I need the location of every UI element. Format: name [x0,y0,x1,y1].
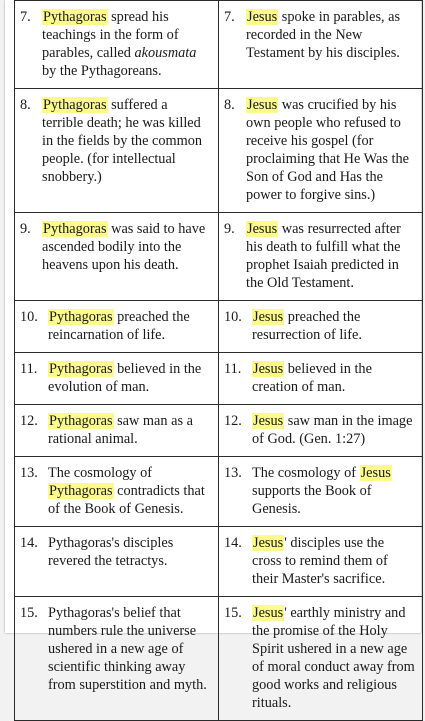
pythagoras-cell [15,301,219,353]
pythagoras-cell [15,1,219,89]
jesus-cell [219,457,423,527]
highlight: Pythagoras [49,413,113,429]
item-number: 10. [224,309,242,325]
item-number: 10. [20,309,38,325]
item-number: 8. [224,97,235,113]
jesus-cell [219,213,423,301]
item-number: 15. [20,605,38,621]
table-row [15,457,423,527]
item-text: Pythagoras suffered a terrible death; he was killed in the fields by the common people. (for intellectual snobbery.) [42,97,203,185]
table-row [15,1,423,89]
highlight: Jesus [360,465,391,481]
item-text: Jesus believed in the creation of man. [252,361,372,395]
item-text: Jesus spoke in parables, as recorded in the New Testament by his disciples. [246,9,401,61]
highlight: Jesus [247,221,278,237]
item-text: Jesus was crucified by his own people who refused to receive his gospel (for proclaiming that He Was the Son of God and Has the power to forgive sins.) [246,97,409,203]
pythagoras-cell [15,527,219,597]
item-number: 14. [20,535,38,551]
highlight: Pythagoras [43,221,107,237]
highlight: Pythagoras [49,483,113,499]
table-row [15,597,423,721]
item-number: 7. [20,9,31,25]
item-number: 13. [20,465,38,481]
item-text: Pythagoras saw man as a rational animal. [48,413,193,447]
highlight: Jesus [253,535,284,551]
highlight: Pythagoras [49,361,113,377]
item-number: 9. [20,221,31,237]
table-row [15,527,423,597]
item-number: 11. [20,361,38,377]
jesus-cell [219,89,423,213]
jesus-cell [219,1,423,89]
pythagoras-cell [15,213,219,301]
jesus-cell [219,527,423,597]
highlight: Jesus [253,309,284,325]
item-number: 7. [224,9,235,25]
item-text: Pythagoras believed in the evolution of man. [48,361,202,395]
highlight: Pythagoras [43,97,107,113]
pythagoras-cell [15,597,219,721]
item-text: Jesus preached the resurrection of life. [252,309,362,343]
item-text: Pythagoras's belief that numbers rule the universe ushered in a new age of scientific thinking away from superstition and myth. [48,605,207,693]
item-number: 14. [224,535,242,551]
table-row [15,89,423,213]
highlight: Jesus [253,413,284,429]
jesus-cell [219,597,423,721]
item-text: Pythagoras preached the reincarnation of life. [48,309,190,343]
highlight: Jesus [253,361,284,377]
pythagoras-cell [15,457,219,527]
pythagoras-cell [15,405,219,457]
jesus-cell [219,353,423,405]
italic-term: akousmata [134,45,197,61]
item-text: Jesus' disciples use the cross to remind them of their Master's sacrifice. [252,535,388,587]
highlight: Jesus [247,9,278,25]
item-text: Pythagoras was said to have ascended bodily into the heavens upon his death. [42,221,206,273]
table-row [15,353,423,405]
item-text: The cosmology of Jesus supports the Book of Genesis. [252,465,391,517]
highlight: Pythagoras [43,9,107,25]
document-page [5,0,421,711]
jesus-cell [219,301,423,353]
item-text: The cosmology of Pythagoras contradicts that of the Book of Genesis. [48,465,205,517]
pythagoras-cell [15,89,219,213]
item-text: Pythagoras spread his teachings in the form of parables, called akousmata by the Pythagoreans. [42,9,197,79]
item-number: 13. [224,465,242,481]
item-text: Jesus saw man in the image of God. (Gen. 1:27) [252,413,413,447]
table-row [15,213,423,301]
item-number: 9. [224,221,235,237]
item-number: 12. [20,413,38,429]
item-number: 11. [224,361,242,377]
comparison-table [14,0,423,721]
highlight: Jesus [247,97,278,113]
highlight: Jesus [253,605,284,621]
highlight: Pythagoras [49,309,113,325]
jesus-cell [219,405,423,457]
item-number: 8. [20,97,31,113]
table-row [15,301,423,353]
pythagoras-cell [15,353,219,405]
item-text: Pythagoras's disciples revered the tetractys. [48,535,174,569]
item-text: Jesus was resurrected after his death to fulfill what the prophet Isaiah predicted in the Old Testament. [246,221,401,291]
item-text: Jesus' earthly ministry and the promise of the Holy Spirit ushered in a new age of moral conduct away from good works and religious rituals. [252,605,415,711]
item-number: 15. [224,605,242,621]
item-number: 12. [224,413,242,429]
table-row [15,405,423,457]
